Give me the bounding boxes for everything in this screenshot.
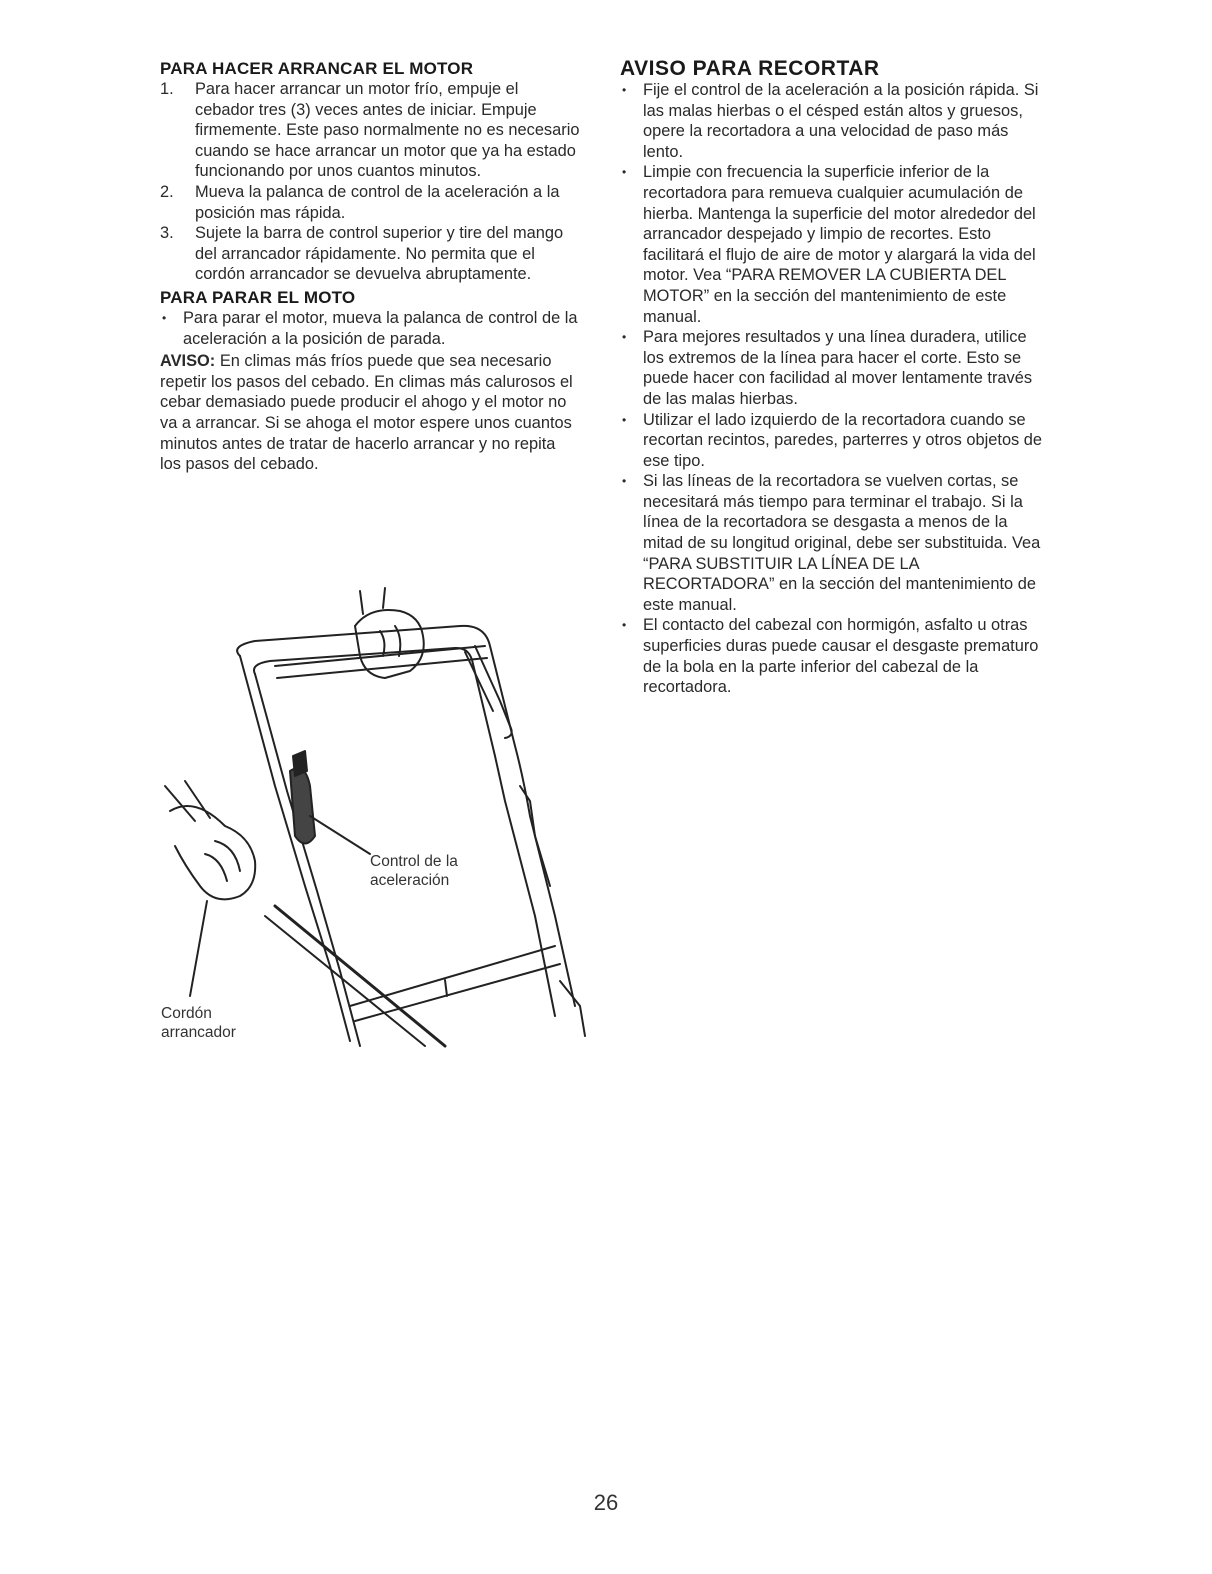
right-column <box>620 58 1050 698</box>
bullet-text: Utilizar el lado izquierdo de la recortadora cuando se recortan recintos, paredes, parterres y otros objetos de ese tipo. <box>643 410 1043 470</box>
bullet-text: Si las líneas de la recortadora se vuelven cortas, se necesitará más tiempo para terminar el trabajo. Si la línea de la recortadora se desgasta a menos de la mitad de su longitud original, debe ser substituida. Vea “PARA SUBSTITUIR LA LÍNEA DE LA RECORTADORA” en la sección del mantenimiento de este manual. <box>643 472 1041 614</box>
bullet-text: Fije el control de la aceleración a la posición rápida. Si las malas hierbas o el césped están altos y gruesos, opere la recortadora a una velocidad de paso más lento. <box>643 81 1039 161</box>
page-number: 26 <box>593 1490 619 1515</box>
start-engine-heading: PARA HACER ARRANCAR EL MOTOR <box>160 59 474 78</box>
list-item <box>160 182 580 223</box>
list-item <box>620 80 1050 162</box>
list-item <box>620 410 1050 472</box>
list-item <box>620 471 1050 615</box>
starter-cord-label <box>161 1004 236 1042</box>
stop-list <box>160 308 580 349</box>
list-item <box>160 223 580 285</box>
bullet-icon: • <box>622 474 627 489</box>
start-steps-list <box>160 79 580 285</box>
stop-engine-heading: PARA PARAR EL MOTO <box>160 287 356 307</box>
notice-text: En climas más fríos puede que sea necesario repetir los pasos del cebado. En climas más calurosos el cebar demasiado puede producir el ahogo y el motor no va a arrancar. Si se ahoga el motor espere unos cuantos minutos antes de tratar de hacerlo arrancar y no repita los pasos del cebado. <box>160 352 573 474</box>
bullet-icon: • <box>622 330 627 345</box>
mower-handle-illustration <box>155 586 595 1056</box>
left-column <box>160 58 580 475</box>
mower-handle-figure <box>155 586 595 1056</box>
cord-label-line-2: arrancador <box>161 1024 236 1041</box>
throttle-label-line-2: aceleración <box>370 872 450 889</box>
bullet-text: Para mejores resultados y una línea duradera, utilice los extremos de la línea para hacer el corte. Esto se puede hacer con facilidad al mover lentamente través de las malas hierbas. <box>643 328 1033 408</box>
notice-label: AVISO: <box>160 352 216 371</box>
list-item <box>620 615 1050 697</box>
bullet-text: Limpie con frecuencia la superficie inferior de la recortadora para remueva cualquier acumulación de hierba. Mantenga la superficie del motor alrededor del arrancador despejado y limpio de recortes. Esto facilitará el flujo de aire de motor y alargará la vida del motor. Vea “PARA REMOVER LA CUBIERTA DEL MOTOR” en la sección del mantenimiento de este manual. <box>643 163 1036 326</box>
bullet-icon: • <box>622 165 627 180</box>
bullet-text: El contacto del cabezal con hormigón, asfalto u otras superficies duras puede causar el desgaste prematuro de la bola en la parte inferior del cabezal de la recortadora. <box>643 616 1039 697</box>
step-text: Sujete la barra de control superior y tire del mango del arrancador rápidamente. No permita que el cordón arrancador se devuelva abruptamente. <box>195 224 564 284</box>
trimming-tips-list <box>620 80 1050 698</box>
list-item <box>620 327 1050 409</box>
bullet-text: Para parar el motor, mueva la palanca de control de la aceleración a la posición de parada. <box>183 308 578 348</box>
list-item <box>160 308 580 349</box>
notice-paragraph <box>160 351 580 475</box>
step-number: 1. <box>160 80 174 98</box>
step-text: Para hacer arrancar un motor frío, empuje el cebador tres (3) veces antes de iniciar. Empuje firmemente. Este paso normalmente no es necesario cuando se hace arrancar un motor que ya ha estado funcionando por unos cuantos minutos. <box>195 80 580 181</box>
bullet-icon: • <box>622 412 627 427</box>
step-number: 2. <box>160 182 174 201</box>
bullet-icon: • <box>622 83 627 97</box>
bullet-icon: • <box>622 618 627 633</box>
throttle-label-line-1: Control de la <box>370 853 458 870</box>
trimming-notice-heading: AVISO PARA RECORTAR <box>620 57 880 80</box>
step-number: 3. <box>160 224 174 243</box>
list-item <box>620 162 1050 327</box>
step-text: Mueva la palanca de control de la aceleración a la posición mas rápida. <box>195 182 560 222</box>
throttle-control-label <box>370 852 458 890</box>
bullet-icon: • <box>162 310 167 325</box>
cord-label-line-1: Cordón <box>161 1005 212 1022</box>
list-item <box>160 79 580 182</box>
